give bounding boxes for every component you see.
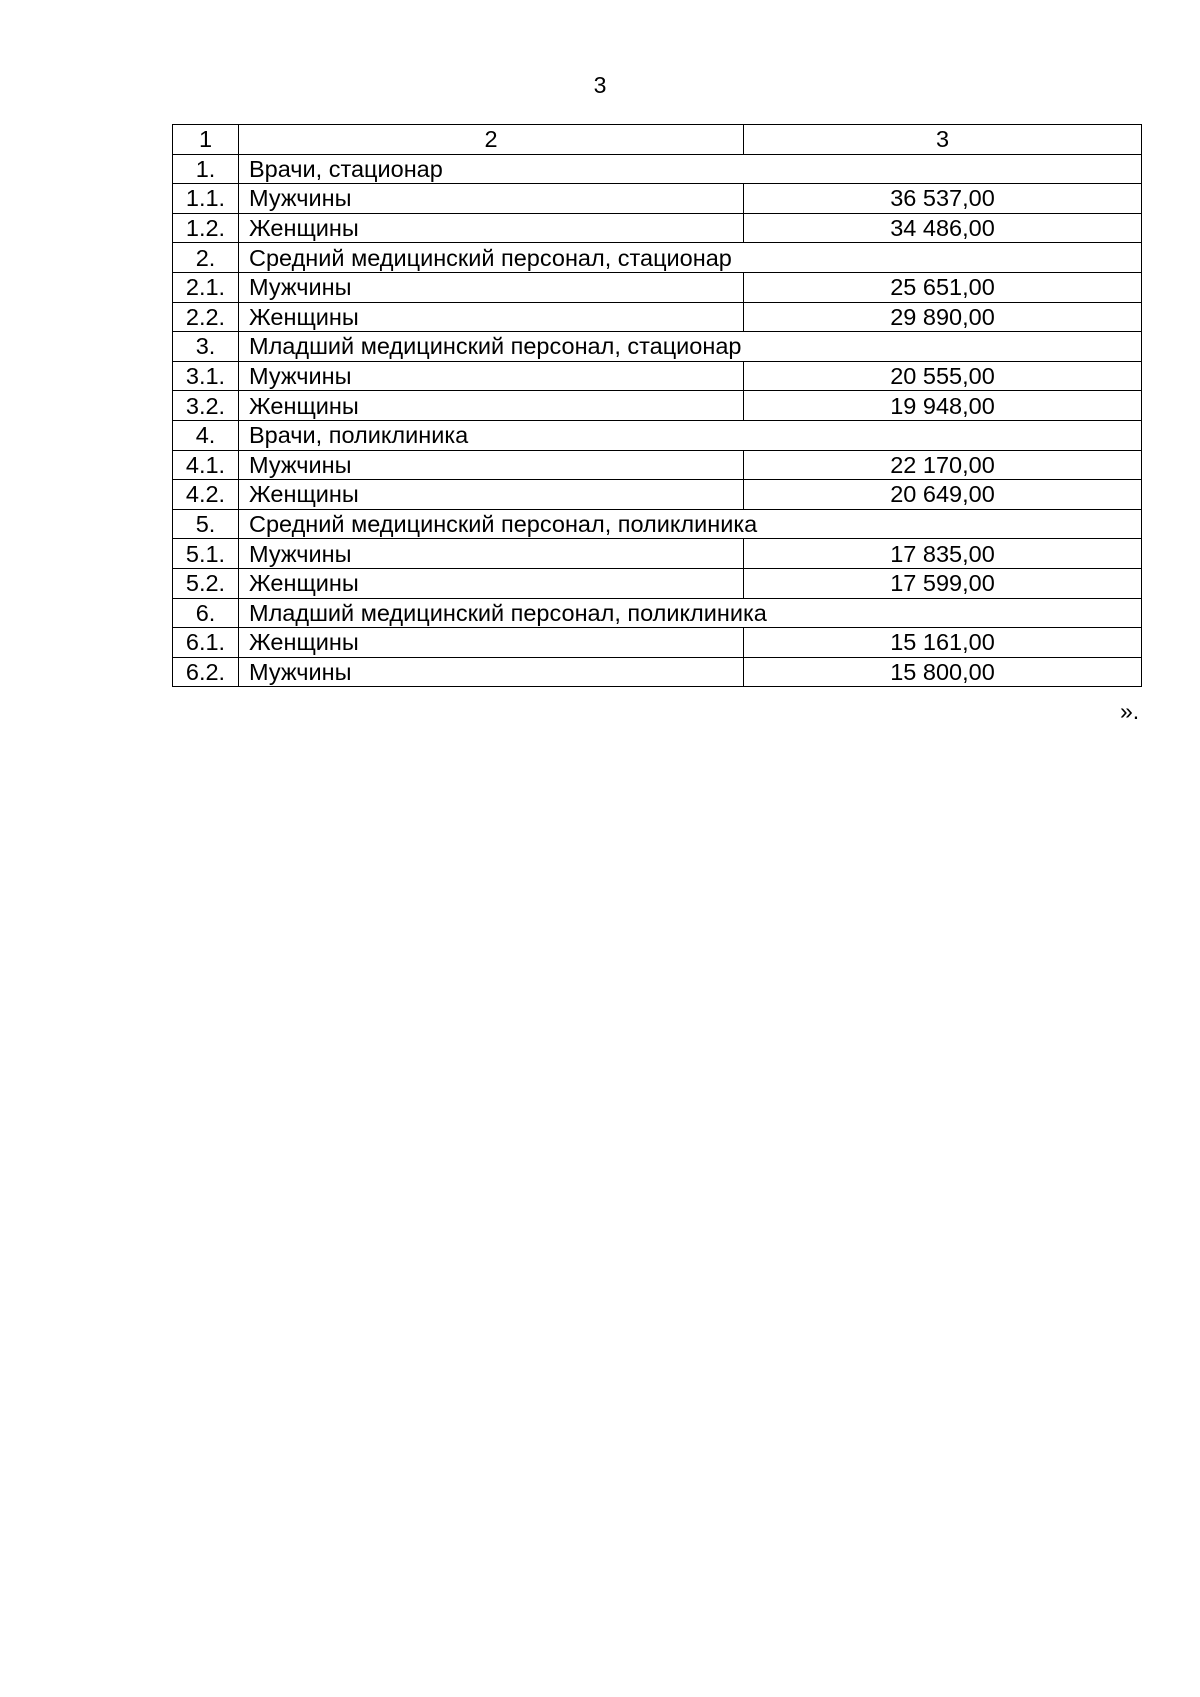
row-label-cell: Женщины — [239, 302, 744, 332]
row-number-cell: 4.2. — [173, 480, 239, 510]
row-number-cell: 1. — [173, 154, 239, 184]
row-number-cell: 6. — [173, 598, 239, 628]
row-label-cell: Женщины — [239, 391, 744, 421]
row-value-cell: 17 835,00 — [744, 539, 1142, 569]
table-row — [173, 628, 1142, 658]
table-row — [173, 361, 1142, 391]
section-title-cell: Младший медицинский персонал, поликлиника — [239, 598, 1142, 628]
section-row — [173, 243, 1142, 273]
row-value-cell: 22 170,00 — [744, 450, 1142, 480]
row-number-cell: 6.1. — [173, 628, 239, 658]
table-row — [173, 272, 1142, 302]
row-number-cell: 4.1. — [173, 450, 239, 480]
row-label-cell: Женщины — [239, 628, 744, 658]
row-number-cell: 3.2. — [173, 391, 239, 421]
row-label-cell: Женщины — [239, 213, 744, 243]
section-title-cell: Младший медицинский персонал, стационар — [239, 332, 1142, 362]
section-title-cell: Врачи, поликлиника — [239, 420, 1142, 450]
row-number-cell: 3.1. — [173, 361, 239, 391]
section-title-cell: Средний медицинский персонал, поликлиника — [239, 509, 1142, 539]
table-row — [173, 539, 1142, 569]
section-title-cell: Средний медицинский персонал, стационар — [239, 243, 1142, 273]
table-row — [173, 480, 1142, 510]
section-row — [173, 332, 1142, 362]
row-label-cell: Мужчины — [239, 539, 744, 569]
row-number-cell: 1.1. — [173, 184, 239, 214]
row-value-cell: 20 555,00 — [744, 361, 1142, 391]
row-value-cell: 29 890,00 — [744, 302, 1142, 332]
row-number-cell: 2. — [173, 243, 239, 273]
row-value-cell: 19 948,00 — [744, 391, 1142, 421]
row-number-cell: 5.1. — [173, 539, 239, 569]
table-row — [173, 184, 1142, 214]
row-value-cell: 15 161,00 — [744, 628, 1142, 658]
closing-quote-mark: ». — [1120, 698, 1140, 724]
page-number: 3 — [593, 72, 607, 98]
salary-table — [172, 124, 1142, 687]
row-number-cell: 2.2. — [173, 302, 239, 332]
header-cell-1: 1 — [173, 125, 239, 155]
row-label-cell: Мужчины — [239, 657, 744, 687]
section-row — [173, 598, 1142, 628]
header-cell-2: 2 — [239, 125, 744, 155]
section-title-cell: Врачи, стационар — [239, 154, 1142, 184]
row-value-cell: 15 800,00 — [744, 657, 1142, 687]
row-number-cell: 4. — [173, 420, 239, 450]
row-number-cell: 5.2. — [173, 568, 239, 598]
row-label-cell: Мужчины — [239, 184, 744, 214]
table-row — [173, 391, 1142, 421]
table-row — [173, 213, 1142, 243]
row-label-cell: Женщины — [239, 480, 744, 510]
row-number-cell: 6.2. — [173, 657, 239, 687]
header-cell-3: 3 — [744, 125, 1142, 155]
row-label-cell: Женщины — [239, 568, 744, 598]
row-value-cell: 25 651,00 — [744, 272, 1142, 302]
section-row — [173, 420, 1142, 450]
row-value-cell: 20 649,00 — [744, 480, 1142, 510]
row-number-cell: 1.2. — [173, 213, 239, 243]
table-header-row — [173, 125, 1142, 155]
table-row — [173, 302, 1142, 332]
section-row — [173, 154, 1142, 184]
table-row — [173, 657, 1142, 687]
row-value-cell: 36 537,00 — [744, 184, 1142, 214]
row-label-cell: Мужчины — [239, 361, 744, 391]
row-label-cell: Мужчины — [239, 450, 744, 480]
row-label-cell: Мужчины — [239, 272, 744, 302]
row-number-cell: 2.1. — [173, 272, 239, 302]
row-number-cell: 5. — [173, 509, 239, 539]
table-row — [173, 568, 1142, 598]
row-value-cell: 34 486,00 — [744, 213, 1142, 243]
row-value-cell: 17 599,00 — [744, 568, 1142, 598]
section-row — [173, 509, 1142, 539]
table-row — [173, 450, 1142, 480]
table-body — [173, 125, 1142, 687]
row-number-cell: 3. — [173, 332, 239, 362]
